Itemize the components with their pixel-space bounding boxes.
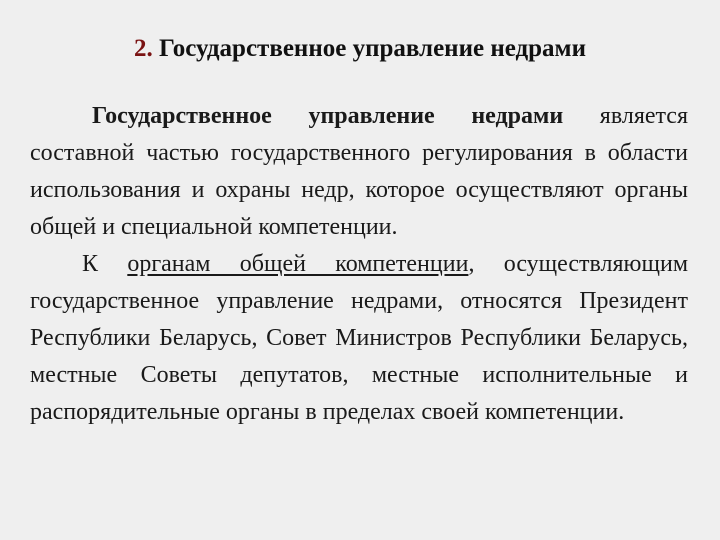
underlined-term: органам общей компетенции [127, 251, 469, 277]
title-number: 2. [134, 35, 153, 62]
paragraph-definition [30, 98, 688, 246]
title-text: Государственное управление недрами [159, 35, 586, 62]
slide-title [0, 33, 720, 65]
definition-text: является составной частью государственного регулирования в области использования и охраны недр, которое осуществляют органы общей и специальной компетенции. [30, 103, 688, 240]
paragraph2-text: , осуществляющим государственное управление недрами, относятся Президент Республики Беларусь, Совет Министров Республики Беларусь, местные Советы депутатов, местные исполнительные и распорядительные органы в пределах своей компетенции. [30, 251, 688, 425]
paragraph2-lead: К [82, 251, 99, 277]
slide-body [30, 98, 688, 431]
paragraph-general-bodies [30, 246, 688, 431]
defined-term: Государственное управление недрами [92, 103, 564, 129]
